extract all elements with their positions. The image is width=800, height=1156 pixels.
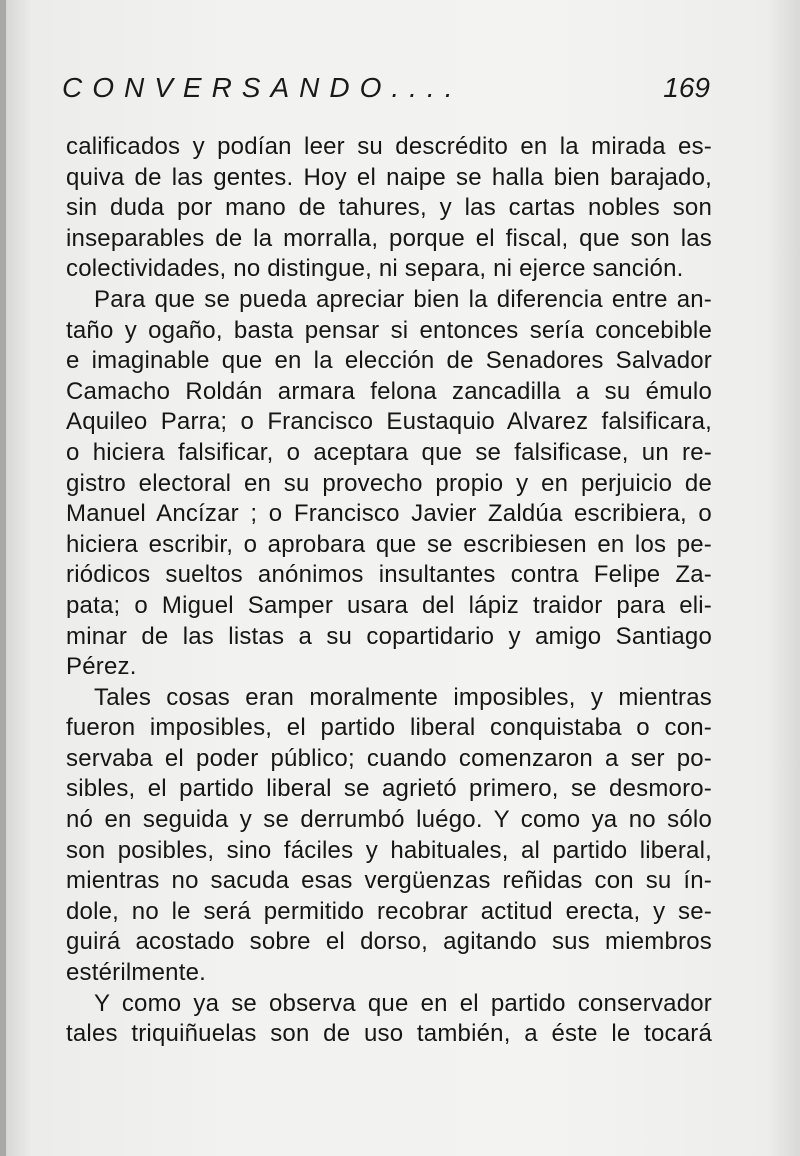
text-line: son posibles, sino fáciles y habituales, al partido liberal, xyxy=(66,836,712,864)
text-line: pata; o Miguel Samper usara del lápiz traidor para eli- xyxy=(66,591,712,619)
text-line: calificados y podían leer su descrédito en la mirada es- xyxy=(66,133,712,160)
text-line: riódicos sueltos anónimos insultantes contra Felipe Za- xyxy=(66,561,712,589)
text-line: nó en seguida y se derrumbó luégo. Y como ya no sólo xyxy=(66,806,712,834)
text-line: sibles, el partido liberal se agrietó primero, se desmoro- xyxy=(66,775,712,803)
text-line: mientras no sacuda esas vergüenzas reñidas con su ín- xyxy=(66,867,712,895)
text-line: tales triquiñuelas son de uso también, a éste le tocará xyxy=(66,1020,712,1048)
text-line: fueron imposibles, el partido liberal conquistaba o con- xyxy=(66,714,712,742)
page-number: 169 xyxy=(663,72,710,103)
page-header xyxy=(62,72,710,112)
text-line: Camacho Roldán armara felona zancadilla a su émulo xyxy=(66,377,712,405)
text-line: estérilmente. xyxy=(66,959,206,987)
text-line: colectividades, no distingue, ni separa, ni ejerce sanción. xyxy=(66,255,684,283)
text-line: dole, no le será permitido recobrar actitud erecta, y se- xyxy=(66,897,712,925)
text-line: inseparables de la morralla, porque el fiscal, que son las xyxy=(66,224,712,252)
text-line: taño y ogaño, basta pensar si entonces sería concebible xyxy=(66,316,712,344)
text-line: guirá acostado sobre el dorso, agitando sus miembros xyxy=(66,928,712,956)
text-line: o hiciera falsificar, o aceptara que se falsificase, un re- xyxy=(66,438,712,466)
text-line: gistro electoral en su provecho propio y en perjuicio de xyxy=(66,469,712,497)
text-line: minar de las listas a su copartidario y amigo Santiago xyxy=(66,622,712,650)
text-line: e imaginable que en la elección de Senadores Salvador xyxy=(66,347,712,375)
body-text xyxy=(66,132,712,1050)
page-left-edge xyxy=(0,0,6,1156)
text-line: quiva de las gentes. Hoy el naipe se halla bien barajado, xyxy=(66,163,712,191)
running-head: CONVERSANDO.... xyxy=(62,72,463,103)
text-line: Manuel Ancízar ; o Francisco Javier Zaldúa escribiera, o xyxy=(66,500,712,528)
text-line: sin duda por mano de tahures, y las cartas nobles son xyxy=(66,194,712,222)
paragraph-start-line: Para que se pueda apreciar bien la diferencia entre an- xyxy=(94,285,712,313)
paragraph-start-line: Y como ya se observa que en el partido conservador xyxy=(94,989,712,1017)
text-line: hiciera escribir, o aprobara que se escribiesen en los pe- xyxy=(66,530,712,558)
text-line: Pérez. xyxy=(66,653,137,681)
paragraph-start-line: Tales cosas eran moralmente imposibles, y mientras xyxy=(94,683,712,711)
text-line: servaba el poder público; cuando comenzaron a ser po- xyxy=(66,744,712,772)
text-line: Aquileo Parra; o Francisco Eustaquio Alvarez falsificara, xyxy=(66,408,712,436)
